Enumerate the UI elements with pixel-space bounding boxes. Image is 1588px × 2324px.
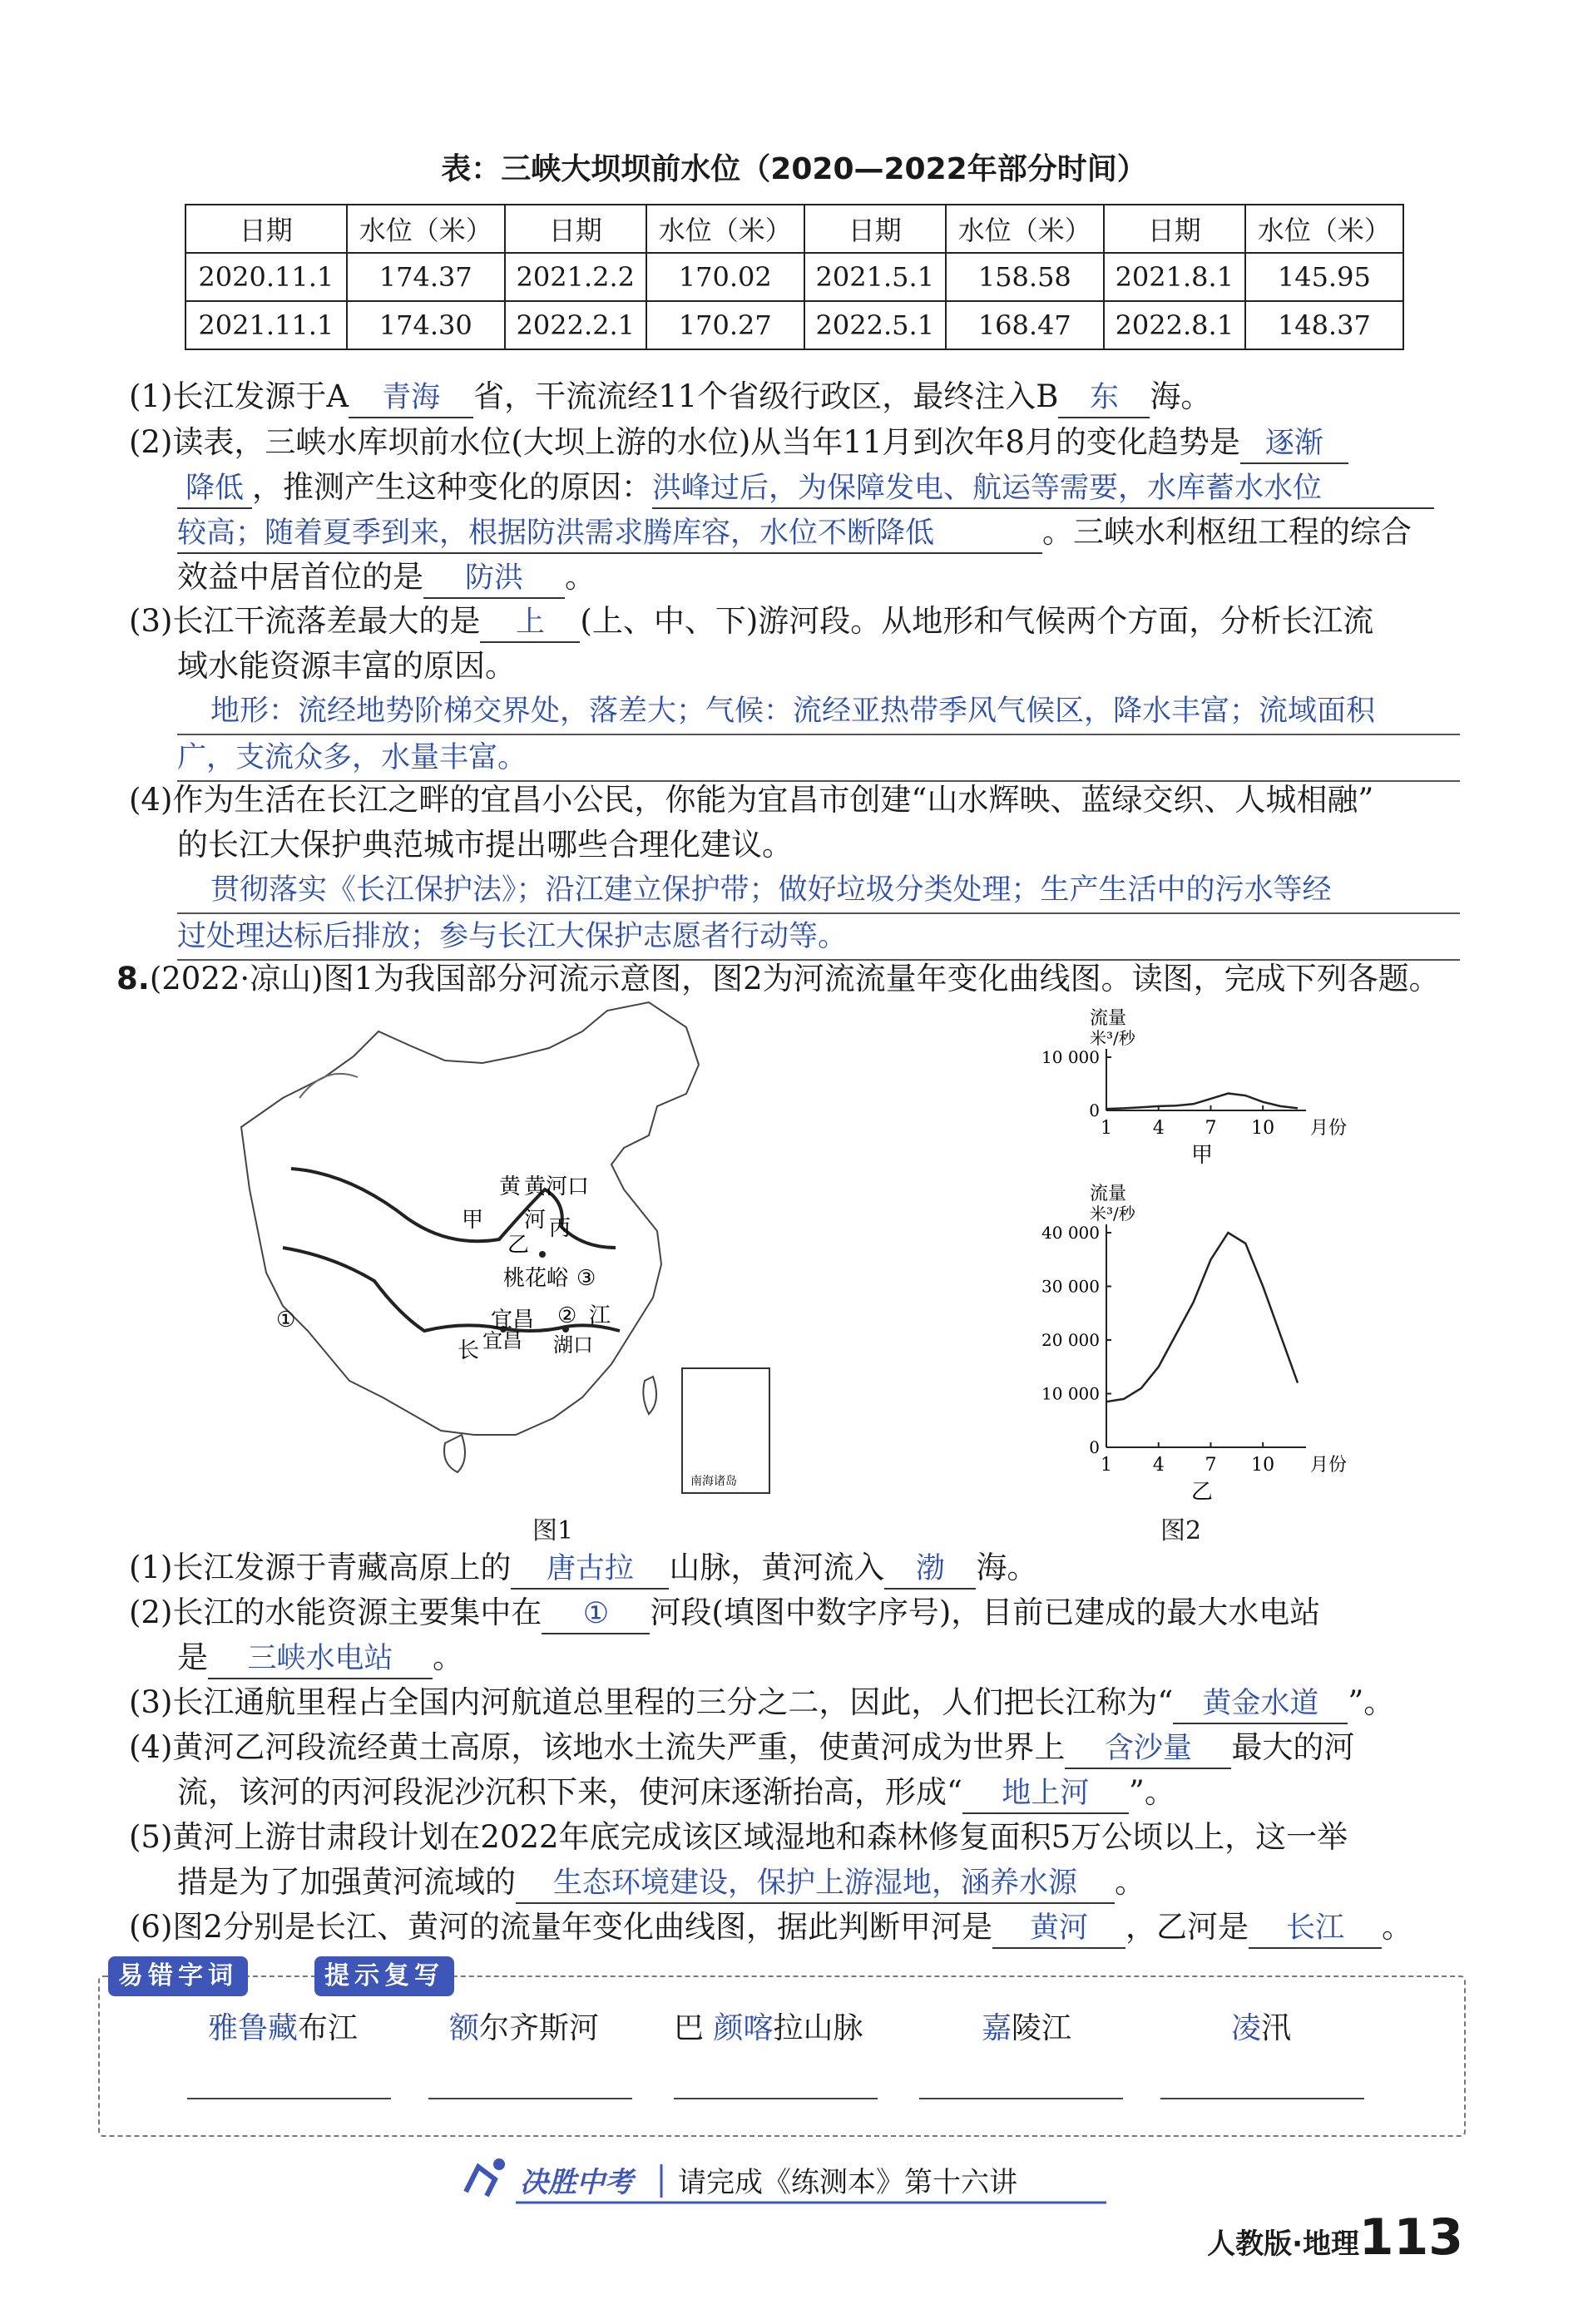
china-river-map <box>233 998 882 1514</box>
table-cell: 2021.5.1 <box>804 253 946 301</box>
table-cell: 170.02 <box>646 253 804 301</box>
taohuayu-point <box>539 1251 546 1258</box>
answer-blank: 地上河 <box>962 1774 1129 1814</box>
map-label: 桃花峪 <box>503 1266 569 1291</box>
question-text: 流，该河的丙河段泥沙沉积下来，使河床逐渐抬高，形成“ <box>177 1774 962 1810</box>
answer-blank: 洪峰过后，为保障发电、航运等需要，水库蓄水水位 <box>652 469 1434 509</box>
answer-blank: 黄金水道 <box>1173 1684 1348 1724</box>
answer-blank: ① <box>542 1595 650 1634</box>
chart-title: 甲 <box>1190 1143 1214 1168</box>
table-cell: 168.47 <box>946 301 1104 349</box>
highlight-chars: 凌 <box>1231 2011 1262 2045</box>
answer-blank: 青海 <box>349 378 473 418</box>
x-axis-label: 月份 <box>1310 1455 1348 1476</box>
tag-error-prone-words: 易错字词 <box>108 1956 248 1996</box>
series-line <box>1106 1094 1298 1110</box>
table-cell: 158.58 <box>946 253 1104 301</box>
table-cell: 145.95 <box>1245 253 1403 301</box>
word-rest: 尔齐斯河 <box>479 2011 600 2045</box>
table-cell: 2021.2.2 <box>505 253 646 301</box>
series-line <box>1106 1233 1298 1402</box>
question-text: 措是为了加强黄河流域的 <box>177 1864 516 1900</box>
fig1-caption: 图1 <box>532 1516 574 1545</box>
page-number: 113 <box>1358 2208 1463 2267</box>
question-text: 海。 <box>1150 378 1212 414</box>
highlight-chars: 颜喀 <box>713 2011 774 2045</box>
answer-blank: 黄河 <box>992 1909 1125 1949</box>
y-tick-label: 10 000 <box>1041 1047 1100 1067</box>
question-text: (2022·凉山)图1为我国部分河流示意图，图2为河流流量年变化曲线图。读图，完成下列各题。 <box>149 961 1440 996</box>
answer-blank: 渤 <box>884 1550 976 1590</box>
word-rest: 拉山脉 <box>773 2011 863 2045</box>
table-cell: 2021.8.1 <box>1104 253 1245 301</box>
writing-line[interactable] <box>1160 2098 1364 2099</box>
map-label: 长 <box>458 1338 480 1363</box>
map-label: ① <box>276 1308 296 1333</box>
q7-part3 <box>129 599 1460 782</box>
question-text: 。三峡水利枢纽工程的综合 <box>1042 514 1412 550</box>
y-tick-label: 40 000 <box>1041 1223 1100 1243</box>
table-header-cell: 日期 <box>186 205 347 253</box>
answer-blank: 逐渐 <box>1240 424 1348 464</box>
question-text: 效益中居首位的是 <box>177 559 423 595</box>
table-cell: 148.37 <box>1245 301 1403 349</box>
q8-part5 <box>129 1815 1460 1905</box>
question-text: (6)图2分别是长江、黄河的流量年变化曲线图，据此判断甲河是 <box>129 1909 992 1945</box>
footer-banner <box>449 2154 1115 2206</box>
table-row <box>186 253 1403 301</box>
answer-blank: 长江 <box>1249 1909 1382 1949</box>
writing-line[interactable] <box>919 2098 1123 2099</box>
question-text: 海。 <box>976 1550 1038 1585</box>
question-text: 最大的河 <box>1231 1729 1355 1765</box>
question-text: 的长江大保护典范城市提出哪些合理化建议。 <box>177 827 793 863</box>
answer-blank: 防洪 <box>423 559 565 599</box>
y-axis-unit: 米³/秒 <box>1090 1028 1135 1048</box>
hint-word <box>208 2005 358 2047</box>
question-text: ，推测产生这种变化的原因： <box>252 469 652 505</box>
writing-line[interactable] <box>674 2098 878 2099</box>
q8-part4 <box>129 1725 1460 1815</box>
table-header-cell: 日期 <box>505 205 646 253</box>
y-axis-label: 流量 <box>1090 1008 1127 1029</box>
table-header-cell: 水位（米） <box>1245 205 1403 253</box>
fig2-caption: 图2 <box>1160 1516 1202 1545</box>
x-tick-label: 4 <box>1152 1118 1165 1139</box>
question-number: 8. <box>116 961 150 996</box>
answer-line: 贯彻落实《长江保护法》；沿江建立保护带；做好垃圾分类处理；生产生活中的污水等经 <box>177 868 1460 914</box>
word-rest: 陵江 <box>1012 2011 1072 2045</box>
table-header-cell: 水位（米） <box>646 205 804 253</box>
table-cell: 174.37 <box>347 253 505 301</box>
table-header-cell: 日期 <box>804 205 946 253</box>
y-axis-label: 流量 <box>1090 1184 1127 1204</box>
question-text: ，乙河是 <box>1125 1909 1249 1945</box>
chart-title: 乙 <box>1190 1480 1214 1505</box>
question-text: 山脉，黄河流入 <box>669 1550 885 1585</box>
question-text: 是 <box>177 1639 208 1675</box>
question-text: 河段(填图中数字序号)，目前已建成的最大水电站 <box>650 1595 1321 1630</box>
x-tick-label: 4 <box>1152 1455 1165 1476</box>
q7-part2 <box>129 420 1460 600</box>
x-tick-label: 1 <box>1101 1455 1112 1476</box>
word-rest: 布江 <box>298 2011 359 2045</box>
y-tick-label: 0 <box>1089 1100 1100 1120</box>
writing-line[interactable] <box>187 2098 391 2099</box>
answer-blank: 生态环境建设，保护上游湿地，涵养水源 <box>516 1864 1115 1904</box>
word-rest: 汛 <box>1261 2011 1292 2045</box>
answer-line: 地形：流经地势阶梯交界处，落差大；气候：流经亚热带季风气候区，降水丰富；流域面积 <box>177 689 1460 735</box>
y-axis-unit: 米³/秒 <box>1090 1204 1135 1224</box>
question-text: (上、中、下)游河段。从地形和气候两个方面，分析长江流 <box>580 603 1374 639</box>
question-text: (1)长江发源于青藏高原上的 <box>129 1550 512 1585</box>
q7-part4 <box>129 778 1460 961</box>
x-tick-label: 7 <box>1205 1455 1217 1476</box>
question-text: (1)长江发源于A <box>129 378 349 414</box>
q7-part1 <box>129 374 1460 419</box>
table-cell: 2022.2.1 <box>505 301 646 349</box>
answer-blank: 上 <box>480 603 580 643</box>
runner-icon <box>466 2167 495 2196</box>
table-cell: 170.27 <box>646 301 804 349</box>
answer-line: 广，支流众多，水量丰富。 <box>177 735 1460 782</box>
answer-line: 过处理达标后排放；参与长江大保护志愿者行动等。 <box>177 914 1460 961</box>
map-label: 湖口 <box>553 1333 593 1357</box>
map-label: 江 <box>589 1303 611 1328</box>
map-label: 黄河口 <box>524 1174 590 1199</box>
question-text: (3)长江通航里程占全国内河航道总里程的三分之二，因此，人们把长江称为“ <box>129 1684 1174 1720</box>
answer-blank: 较高；随着夏季到来，根据防洪需求腾库容，水位不断降低 <box>177 514 1042 554</box>
brand-text: 决胜中考 <box>520 2166 633 2199</box>
q8-part1 <box>129 1545 1460 1590</box>
table-row <box>186 301 1403 349</box>
question-text: 省，干流流经11个省级行政区，最终注入B <box>473 378 1059 414</box>
flow-chart-jia <box>1019 1002 1352 1169</box>
question-text: (4)作为生活在长江之畔的宜昌小公民，你能为宜昌市创建“山水辉映、蓝绿交织、人城相融” <box>129 782 1374 818</box>
map-label: ② <box>557 1303 577 1328</box>
highlight-chars: 雅鲁藏 <box>208 2011 299 2045</box>
table-cell: 2022.8.1 <box>1104 301 1245 349</box>
table-title: 表：三峡大坝坝前水位（2020—2022年部分时间） <box>441 152 1147 186</box>
q8-stem <box>116 957 1447 1001</box>
question-text: 。 <box>433 1639 463 1675</box>
map-label: 南海诸岛 <box>690 1475 737 1488</box>
hint-word <box>1231 2005 1291 2047</box>
hint-word <box>674 2005 863 2047</box>
table-header-row <box>186 205 1403 253</box>
map-label: 黄 <box>499 1174 522 1199</box>
question-text: 。 <box>1115 1864 1145 1900</box>
answer-blank: 东 <box>1058 378 1150 418</box>
q8-part3 <box>129 1680 1460 1725</box>
runner-head-icon <box>493 2158 505 2170</box>
question-text: (2)读表，三峡水库坝前水位(大坝上游的水位)从当年11月到次年8月的变化趋势是 <box>129 424 1240 460</box>
edition-label: 人教版·地理 <box>1207 2228 1359 2261</box>
hainan-island <box>444 1435 465 1472</box>
question-text: 域水能资源丰富的原因。 <box>177 648 516 684</box>
hint-word <box>982 2005 1071 2047</box>
q8-part2 <box>129 1590 1460 1680</box>
x-axis-label: 月份 <box>1310 1118 1348 1139</box>
x-tick-label: 7 <box>1205 1118 1217 1139</box>
question-text: (4)黄河乙河段流经黄土高原，该地水土流失严重，使黄河成为世界上 <box>129 1729 1066 1765</box>
hint-box <box>98 1975 1466 2137</box>
y-tick-label: 20 000 <box>1041 1330 1100 1350</box>
highlight-chars: 嘉 <box>982 2011 1012 2045</box>
map-label: 河 <box>524 1208 547 1233</box>
question-text: 。 <box>1381 1909 1412 1945</box>
y-tick-label: 30 000 <box>1041 1276 1100 1297</box>
question-text: 。 <box>565 559 596 595</box>
highlight-chars: 额 <box>449 2011 480 2045</box>
table-cell: 2020.11.1 <box>186 253 347 301</box>
x-tick-label: 1 <box>1101 1118 1112 1139</box>
map-label: 丙 <box>549 1216 571 1241</box>
x-tick-label: 10 <box>1251 1118 1275 1139</box>
map-label: ③ <box>576 1266 596 1291</box>
answer-blank: 唐古拉 <box>511 1550 669 1590</box>
y-tick-label: 0 <box>1089 1437 1100 1457</box>
table-header-cell: 水位（米） <box>946 205 1104 253</box>
question-text: (3)长江干流落差最大的是 <box>129 603 481 639</box>
answer-blank: 降低 <box>177 469 252 509</box>
table-cell: 174.30 <box>347 301 505 349</box>
answer-blank: 含沙量 <box>1065 1729 1231 1769</box>
table-cell: 2021.11.1 <box>186 301 347 349</box>
table-header-cell: 日期 <box>1104 205 1245 253</box>
taiwan-island <box>643 1377 656 1414</box>
writing-line[interactable] <box>428 2098 632 2099</box>
hint-word <box>449 2005 599 2047</box>
water-level-table <box>185 204 1404 350</box>
question-text: (5)黄河上游甘肃段计划在2022年底完成该区域湿地和森林修复面积5万公顷以上，这一举 <box>129 1819 1348 1855</box>
question-text: ”。 <box>1128 1774 1175 1810</box>
question-text: ”。 <box>1348 1684 1395 1720</box>
footer-instruction: 请完成《练测本》第十六讲 <box>678 2166 1017 2199</box>
table-cell: 2022.5.1 <box>804 301 946 349</box>
x-tick-label: 10 <box>1251 1455 1275 1476</box>
map-label: 宜昌 <box>482 1329 522 1352</box>
word-prefix: 巴 <box>674 2011 714 2045</box>
flow-chart-yi <box>1019 1173 1352 1506</box>
y-tick-label: 10 000 <box>1041 1383 1100 1404</box>
map-label: 甲 <box>462 1208 484 1233</box>
table-header-cell: 水位（米） <box>347 205 505 253</box>
answer-blank: 三峡水电站 <box>208 1639 433 1679</box>
q8-part6 <box>129 1905 1460 1950</box>
tag-rewrite-hint: 提示复写 <box>314 1956 454 1996</box>
question-text: (2)长江的水能资源主要集中在 <box>129 1595 542 1630</box>
map-label: 乙 <box>507 1233 530 1258</box>
map-label: 宜昌 <box>491 1308 535 1333</box>
